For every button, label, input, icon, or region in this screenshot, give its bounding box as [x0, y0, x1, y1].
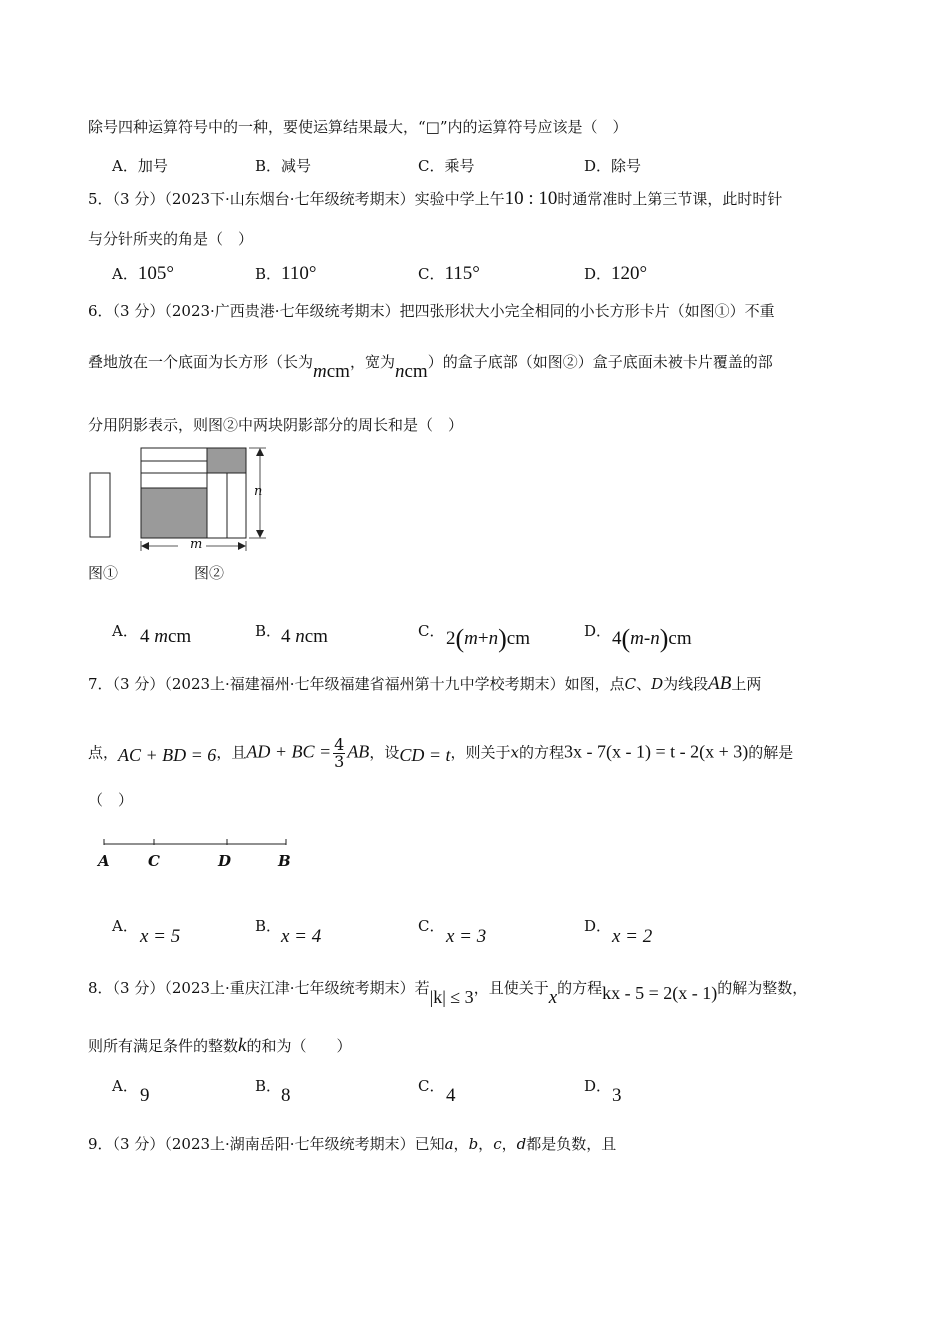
q6-stem-line2: 叠地放在一个底面为长方形（长为mcm，宽为ncm）的盒子底部（如图②）盒子底面未被卡片覆盖的部: [88, 353, 773, 382]
q7-option-a[interactable]: x = 5: [140, 926, 181, 947]
q6-option-d[interactable]: 4(m-n)cm: [612, 624, 692, 653]
q6-option-a-label[interactable]: A．: [112, 622, 138, 640]
q7-option-b-label[interactable]: B．: [255, 917, 282, 935]
q4-option-c[interactable]: C．乘号: [418, 157, 475, 175]
q6-dim-n: n: [254, 484, 263, 499]
q7-option-c-label[interactable]: C．: [418, 917, 445, 935]
q7-point-c: C: [148, 852, 160, 870]
q8-stem-line1: 8．（3 分）（2023上·重庆江津·七年级统考期末）若|k| ≤ 3，且使关于x的方程kx - 5 = 2(x - 1)的解为整数，: [88, 979, 808, 1008]
q7-option-b[interactable]: x = 4: [281, 926, 322, 947]
q5-stem-line1: 5．（3 分）（2023下·山东烟台·七年级统考期末）实验中学上午10 : 10时通常准时上第三节课，此时时针: [88, 188, 783, 209]
q5-option-d[interactable]: D．120°: [584, 263, 648, 284]
q8-option-a[interactable]: 9: [140, 1085, 150, 1106]
q7-point-a: A: [98, 852, 110, 870]
q7-option-c[interactable]: x = 3: [446, 926, 487, 947]
q5-option-a[interactable]: A．105°: [112, 263, 174, 284]
q8-option-a-label[interactable]: A．: [112, 1077, 138, 1095]
q7-point-b: B: [278, 852, 291, 870]
q6-option-a[interactable]: 4 mcm: [140, 626, 192, 647]
q8-option-c[interactable]: 4: [446, 1085, 456, 1106]
q7-option-a-label[interactable]: A．: [112, 917, 138, 935]
q5-source: （2023下·山东烟台·七年级统考期末）: [164, 190, 415, 208]
q6-stem-line1: 6．（3 分）（2023·广西贵港·七年级统考期末）把四张形状大小完全相同的小长方形卡片（如图①）不重: [88, 302, 775, 320]
q6-option-b[interactable]: 4 ncm: [281, 626, 328, 647]
q6-dim-m: m: [190, 537, 203, 552]
q7-option-d-label[interactable]: D．: [584, 917, 612, 935]
q4-option-d[interactable]: D．除号: [584, 157, 642, 175]
q4-stem-tail: 除号四种运算符号中的一种，要使运算结果最大，“□”内的运算符号应该是（ ）: [88, 118, 628, 136]
q6-figure-2-label: 图②: [194, 564, 225, 582]
q8-option-d-label[interactable]: D．: [584, 1077, 612, 1095]
q5-time: 10 : 10: [504, 188, 558, 209]
q9-stem-line1: 9．（3 分）（2023上·湖南岳阳·七年级统考期末）已知a，b，c，d都是负数，且: [88, 1135, 617, 1153]
q7-point-d: D: [218, 852, 232, 870]
q5-option-c[interactable]: C．115°: [418, 263, 480, 284]
q6-stem-line3: 分用阴影表示，则图②中两块阴影部分的周长和是（ ）: [88, 416, 464, 434]
q6-option-b-label[interactable]: B．: [255, 622, 282, 640]
q8-option-b[interactable]: 8: [281, 1085, 291, 1106]
q4-option-a[interactable]: A．加号: [112, 157, 168, 175]
q7-stem-line1: 7．（3 分）（2023上·福建福州·七年级福建省福州第十九中学校考期末）如图，点C、D为线段AB上两: [88, 673, 762, 694]
q6-figure-1-label: 图①: [88, 564, 119, 582]
q8-stem-line2: 则所有满足条件的整数k的和为（ ）: [88, 1035, 352, 1056]
q7-stem-line3: （ ）: [88, 791, 134, 809]
q7-segment-figure: [98, 836, 298, 850]
q6-option-c[interactable]: 2(m+n)cm: [446, 624, 531, 653]
q8-option-d[interactable]: 3: [612, 1085, 622, 1106]
q6-figure-1: [88, 470, 114, 540]
q5-option-b[interactable]: B．110°: [255, 263, 317, 284]
q7-option-d[interactable]: x = 2: [612, 926, 653, 947]
q4-option-b[interactable]: B．减号: [255, 157, 312, 175]
q5-stem-line2: 与分针所夹的角是（ ）: [88, 230, 254, 248]
q6-figure-2: [138, 443, 278, 558]
q6-option-d-label[interactable]: D．: [584, 622, 612, 640]
q8-option-b-label[interactable]: B．: [255, 1077, 282, 1095]
q7-stem-line2: 点，AC + BD = 6，且AD + BC = $\frac{4}{3}$ AB，设CD = t，则关于x的方程3x - 7(x - 1) = t - 2(x + 3)的解是: [88, 735, 794, 771]
q8-option-c-label[interactable]: C．: [418, 1077, 445, 1095]
q5-score: （3 分）: [112, 190, 165, 208]
q6-option-c-label[interactable]: C．: [418, 622, 445, 640]
q5-number: 5．: [88, 190, 113, 208]
